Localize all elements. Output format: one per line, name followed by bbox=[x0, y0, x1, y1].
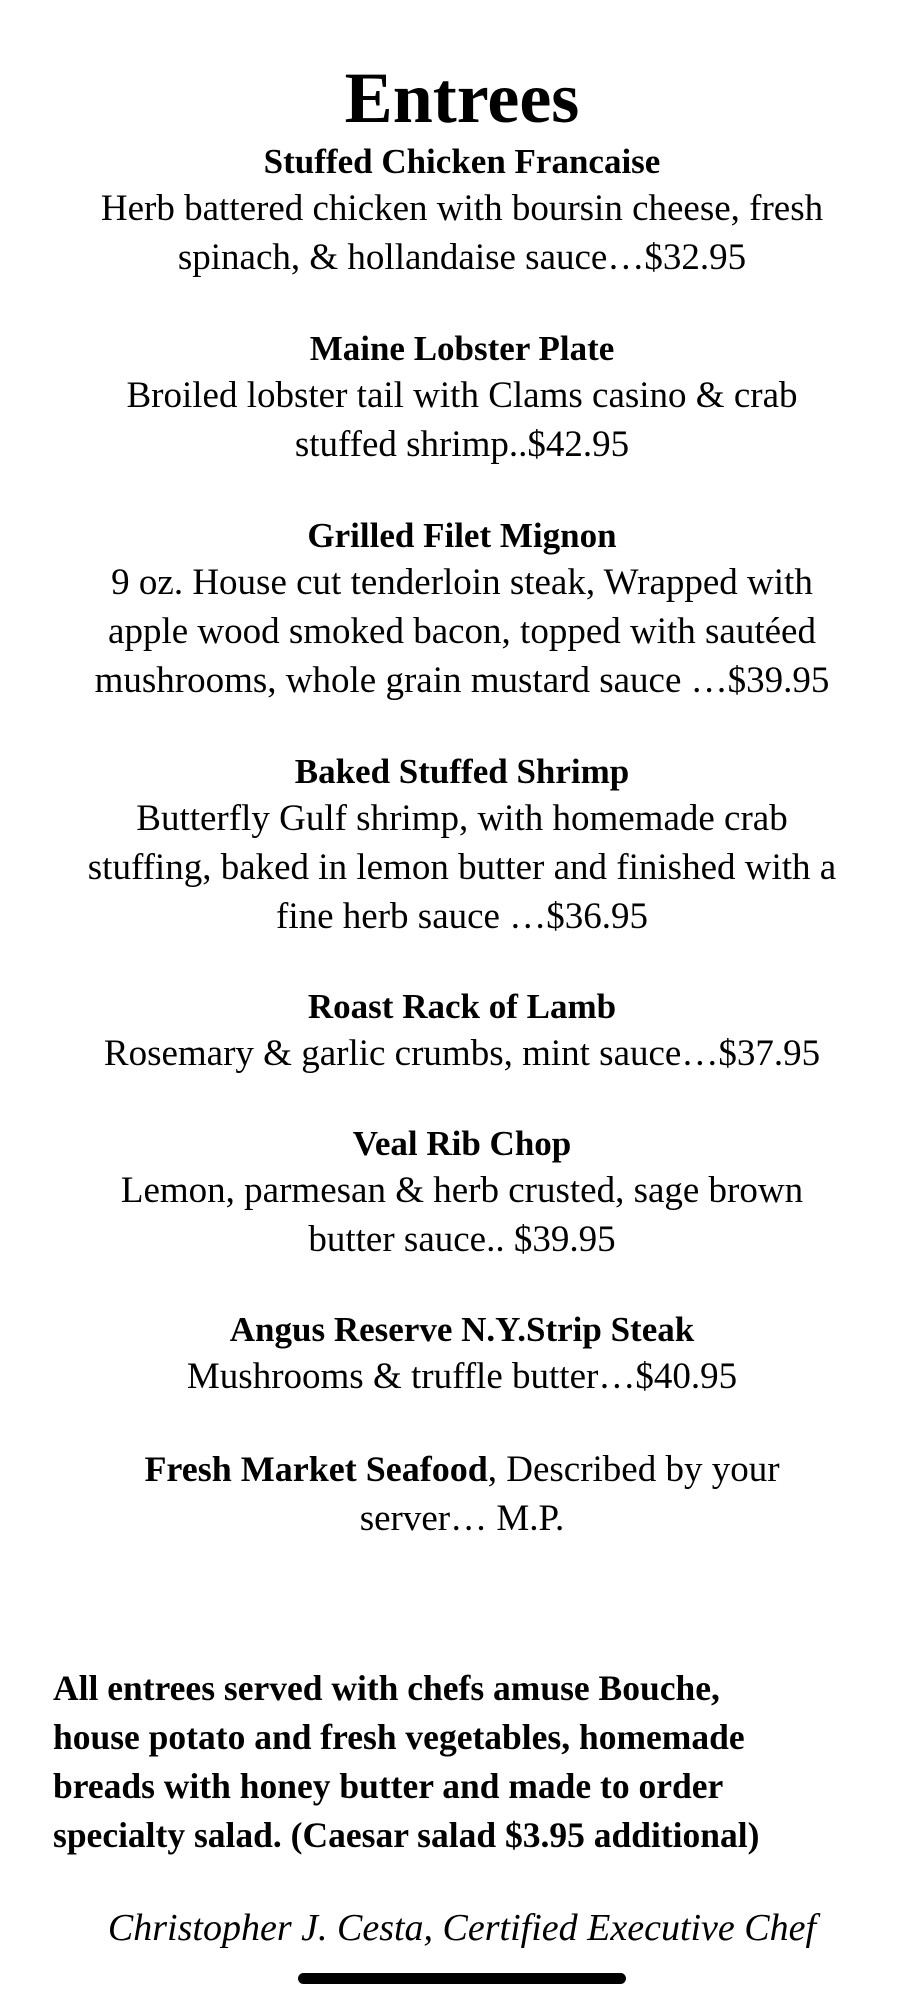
note-line: specialty salad. (Caesar salad $3.95 additional) bbox=[53, 1815, 760, 1855]
menu-item-baked-stuffed-shrimp bbox=[0, 750, 924, 941]
item-description-line: mushrooms, whole grain mustard sauce …$39.95 bbox=[94, 660, 830, 701]
item-name: Grilled Filet Mignon bbox=[307, 516, 617, 555]
item-name: Veal Rib Chop bbox=[352, 1124, 572, 1163]
item-description-line: Lemon, parmesan & herb crusted, sage brown bbox=[120, 1170, 804, 1211]
item-name: Roast Rack of Lamb bbox=[307, 987, 617, 1026]
menu-item-veal-rib-chop bbox=[0, 1122, 924, 1264]
item-name: Stuffed Chicken Francaise bbox=[263, 142, 661, 181]
item-name: Baked Stuffed Shrimp bbox=[294, 752, 630, 791]
item-description-line: apple wood smoked bacon, topped with sautéed bbox=[108, 611, 816, 652]
menu-item-roast-rack-of-lamb bbox=[0, 985, 924, 1078]
note-line: breads with honey butter and made to order bbox=[53, 1766, 724, 1806]
item-name: Fresh Market Seafood bbox=[144, 1449, 488, 1489]
item-description-line: stuffed shrimp..$42.95 bbox=[294, 424, 630, 465]
page-title: Entrees bbox=[344, 58, 580, 138]
item-description-line: Herb battered chicken with boursin cheese, fresh bbox=[100, 188, 824, 229]
item-description-line: Rosemary & garlic crumbs, mint sauce…$37.95 bbox=[103, 1033, 821, 1074]
entree-inclusions-note bbox=[53, 1664, 893, 1860]
menu-item-maine-lobster-plate bbox=[0, 327, 924, 469]
item-description-line: Mushrooms & truffle butter…$40.95 bbox=[186, 1356, 738, 1397]
item-description-line: 9 oz. House cut tenderloin steak, Wrapped with bbox=[111, 562, 813, 603]
note-line: All entrees served with chefs amuse Bouche, bbox=[53, 1668, 720, 1708]
chef-signature: Christopher J. Cesta, Certified Executive Chef bbox=[107, 1907, 817, 1949]
item-description-line: Broiled lobster tail with Clams casino & crab bbox=[126, 375, 798, 416]
item-name: Angus Reserve N.Y.Strip Steak bbox=[229, 1310, 695, 1349]
home-indicator-bar[interactable] bbox=[298, 1973, 626, 1984]
item-inline-line bbox=[0, 1445, 924, 1494]
note-line: house potato and fresh vegetables, homemade bbox=[53, 1717, 745, 1757]
item-description-line: Butterfly Gulf shrimp, with homemade crab bbox=[136, 798, 788, 839]
item-description-line: , Described by your bbox=[487, 1449, 780, 1490]
item-description-line: spinach, & hollandaise sauce…$32.95 bbox=[177, 237, 747, 278]
item-description-line: stuffing, baked in lemon butter and finished with a bbox=[87, 847, 837, 888]
menu-item-grilled-filet-mignon bbox=[0, 514, 924, 705]
menu-item-fresh-market-seafood bbox=[0, 1445, 924, 1543]
item-description-line: butter sauce.. $39.95 bbox=[308, 1219, 616, 1260]
item-description-line: server… M.P. bbox=[359, 1498, 565, 1539]
item-name: Maine Lobster Plate bbox=[309, 329, 615, 368]
menu-item-stuffed-chicken-francaise bbox=[0, 140, 924, 282]
item-description-line: fine herb sauce …$36.95 bbox=[276, 896, 648, 937]
menu-item-angus-reserve-ny-strip-steak bbox=[0, 1308, 924, 1401]
